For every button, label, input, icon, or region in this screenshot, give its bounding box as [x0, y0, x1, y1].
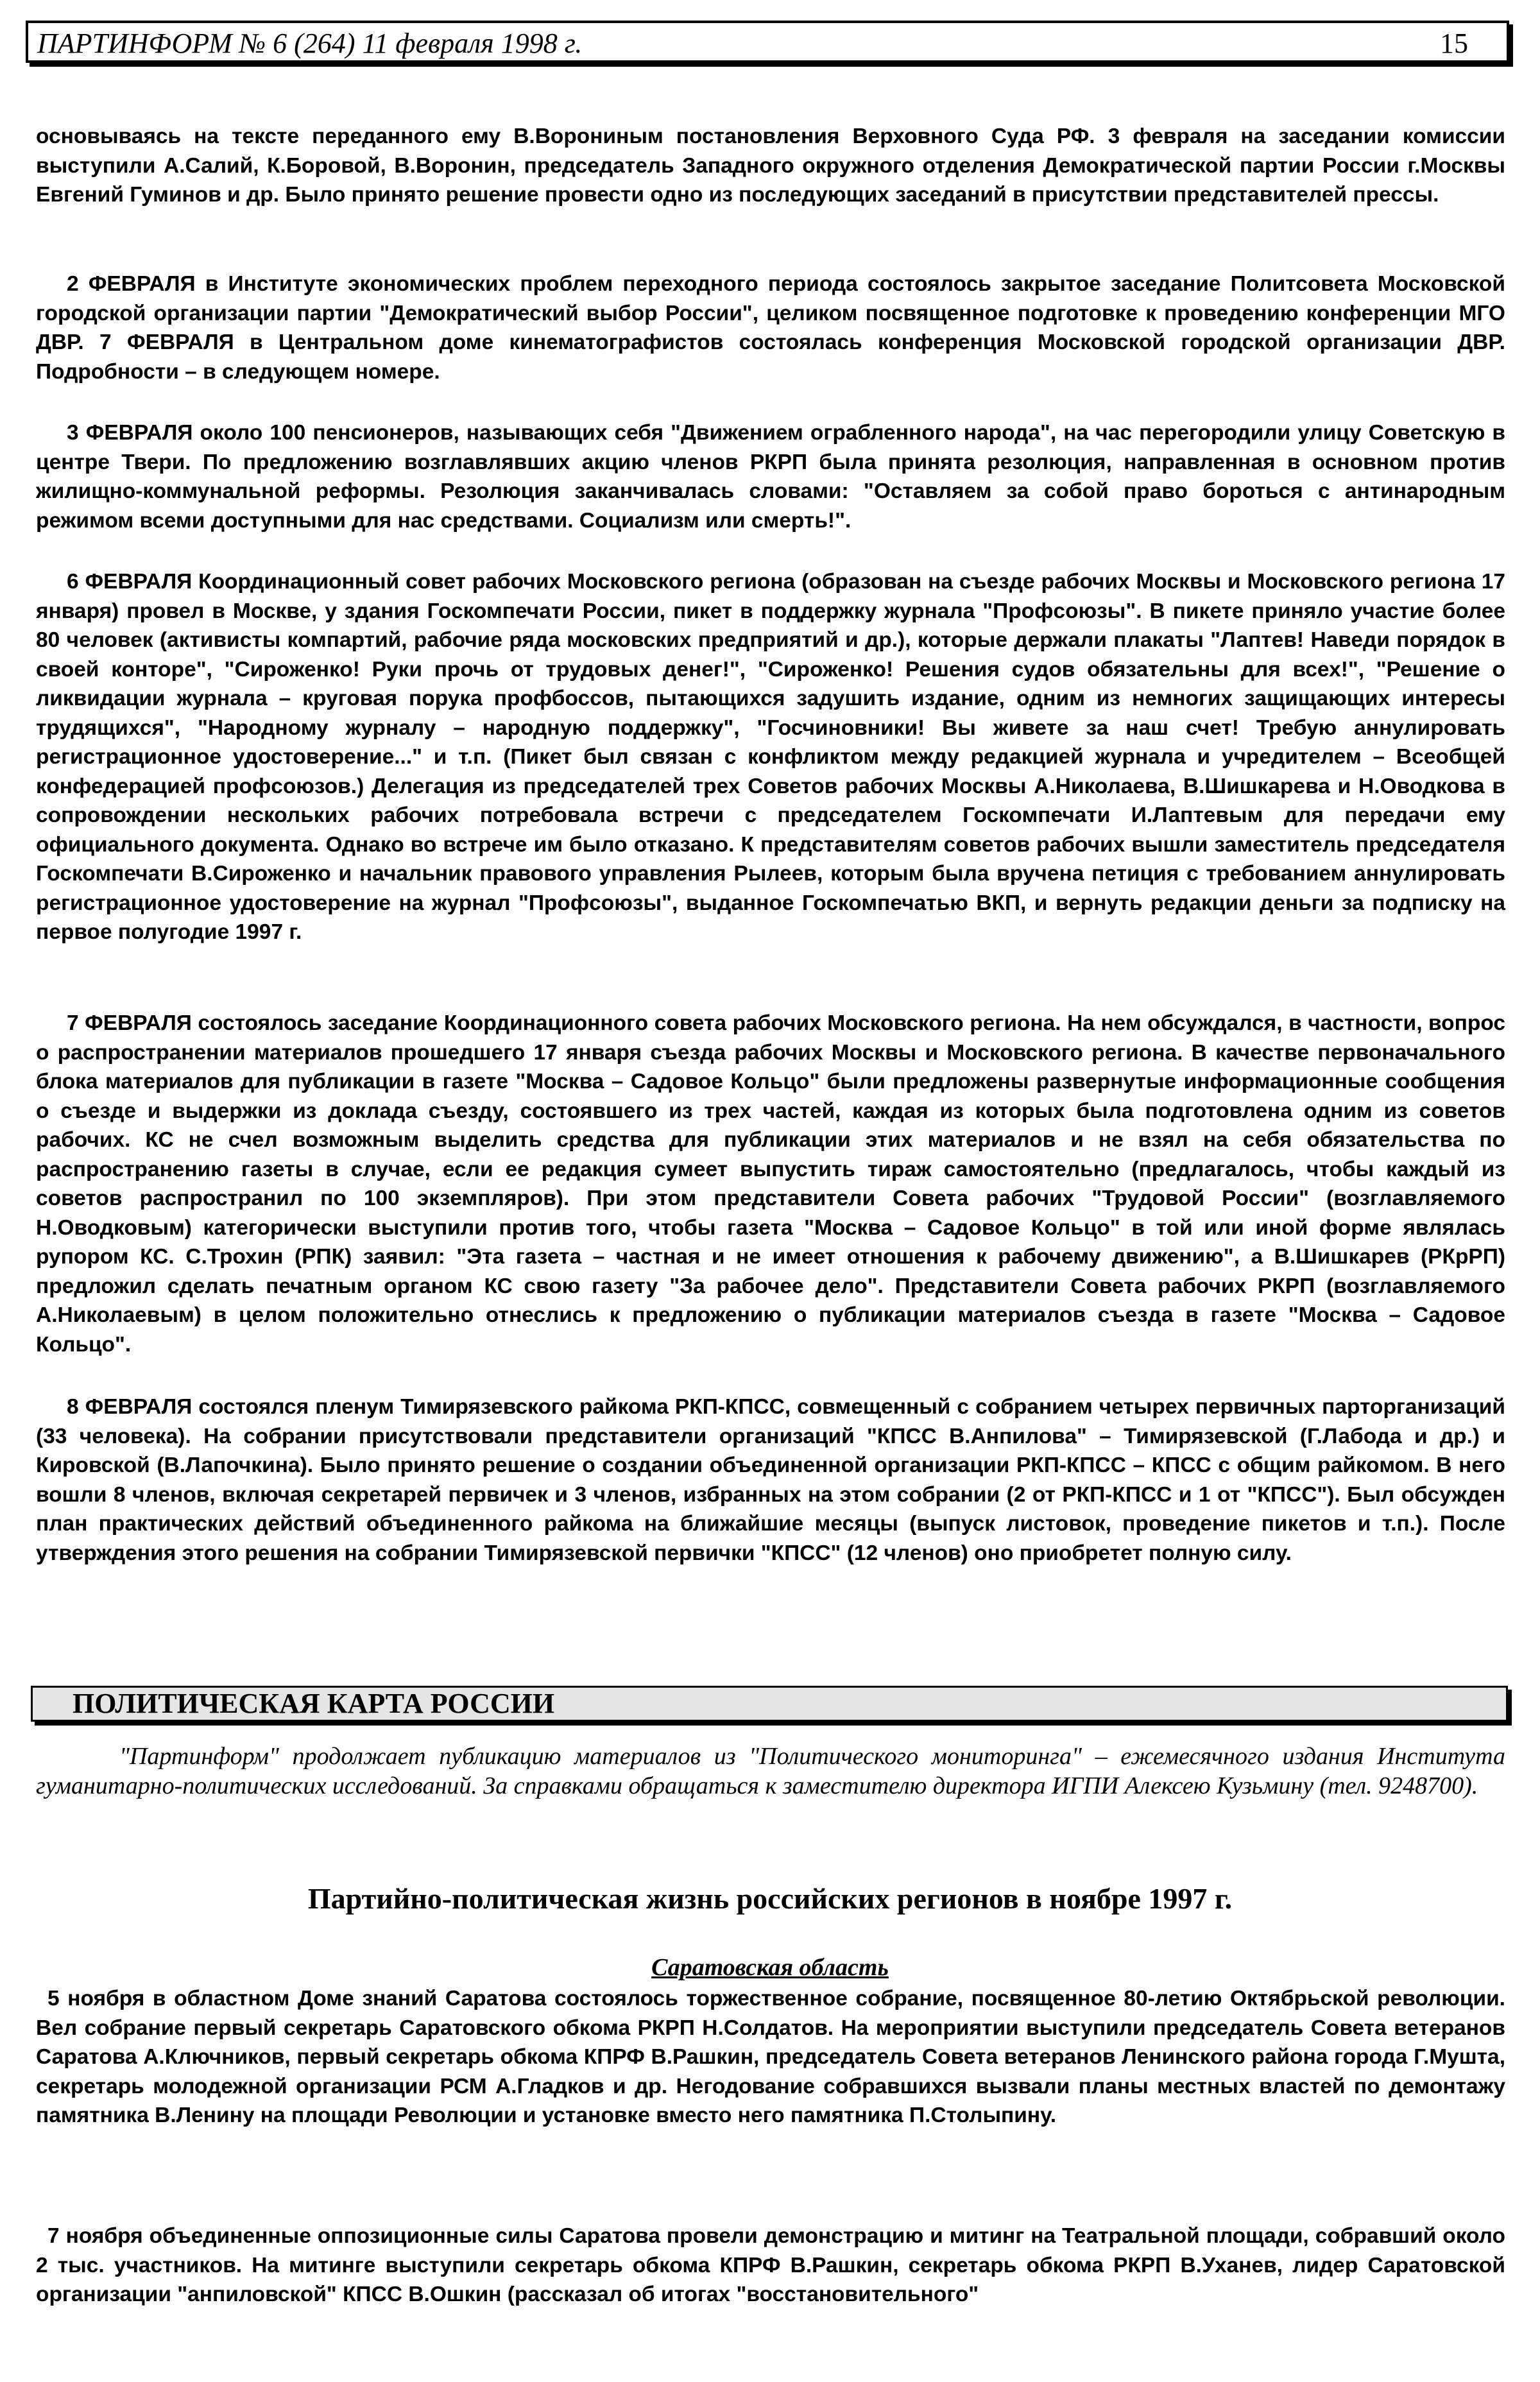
news-paragraph: 6 ФЕВРАЛЯ Координационный совет рабочих Московского региона (образован на съезде рабочих Москвы и Московского региона 17 января) провел в Москве, у здания Госкомпечати России, пикет в поддержку журнала "Профсоюзы". В пикете приняло участие более 80 человек (активисты компартий, рабочие ряда московских предприятий и др.), которые держали плакаты "Лаптев! Наведи порядок в своей конторе", "Сироженко! Руки прочь от трудовых денег!", "Сироженко! Решения судов обязательны для всех!", "Решение о ликвидации журнала – круговая порука профбоссов, пытающихся задушить издание, одним из немногих защищающих интересы трудящихся", "Народному журналу – народную поддержку", "Госчиновники! Вы живете за наш счет! Требую аннулировать регистрационное удостоверение..." и т.п. (Пикет был связан с конфликтом между редакцией журнала и учредителем – Всеобщей конфедерацией профсоюзов.) Делегация из председателей трех Советов рабочих Москвы А.Николаева, В.Шишкарева и Н.Оводкова в сопровождении нескольких рабочих потребовала встречи с председателем Госкомпечати И.Лаптевым для передачи ему официального документа. Однако во встрече им было отказано. К представителям советов рабочих вышли заместитель председателя Госкомпечати В.Сироженко и начальник правового управления Рылеев, которым была вручена петиция с требованием аннулировать регистрационное удостоверение на журнал "Профсоюзы", выданное Госкомпечатью ВКП, и вернуть редакции деньги за подписку на первое полугодие 1997 г.	[36, 570, 1505, 944]
publication-title: ПАРТИНФОРМ № 6 (264) 11 февраля 1998 г.	[37, 28, 583, 59]
page-header	[26, 21, 1509, 63]
news-paragraph: 7 ФЕВРАЛЯ состоялось заседание Координационного совета рабочих Московского региона. На нем обсуждался, в частности, вопрос о распространении материалов прошедшего 17 января съезда рабочих Москвы и Московского региона. В качестве первоначального блока материалов для публикации в газете "Москва – Садовое Кольцо" были предложены развернутые информационные сообщения о съезде и выдержки из доклада съезду, состоявшего из трех частей, каждая из которых была подготовлена одним из советов рабочих. КС не счел возможным выделить средства для публикации этих материалов и не взял на себя обязательства по распространению газеты в случае, если ее редакция сумеет выпустить тираж самостоятельно (предлагалось, чтобы каждый из советов распространил по 100 экземпляров). При этом представители Совета рабочих "Трудовой России" (возглавляемого Н.Оводковым) категорически выступили против того, чтобы газета "Москва – Садовое Кольцо" в той или иной форме являлась рупором КС. С.Трохин (РПК) заявил: "Эта газета – частная и не имеет отношения к рабочему движению", а В.Шишкарев (РКрРП) предложил сделать печатным органом КС свою газету "За рабочее дело". Представители Совета рабочих РКРП (возглавляемого А.Николаевым) в целом положительно отнеслись к предложению о публикации материалов съезда в газете "Москва – Садовое Кольцо".	[36, 1011, 1505, 1357]
article-title: Партийно-политическая жизнь российских регионов в ноябре 1997 г.	[307, 1882, 1233, 1915]
region-paragraph: 5 ноября в областном Доме знаний Саратова состоялось торжественное собрание, посвященное 80-летию Октябрьской революции. Вел собрание первый секретарь Саратовского обкома РКРП Н.Солдатов. На мероприятии выступили председатель Совета ветеранов Саратова А.Ключников, первый секретарь обкома КПРФ В.Рашкин, председатель Совета ветеранов Ленинского района города Г.Мушта, секретарь молодежной организации РСМ А.Гладков и др. Негодование собравшихся вызвали планы местных властей по демонтажу памятника В.Ленину на площади Революции и установке вместо него памятника П.Столыпину.	[36, 1987, 1505, 2127]
section-heading: ПОЛИТИЧЕСКАЯ КАРТА РОССИИ	[31, 1686, 1508, 1722]
region-heading: Саратовская область	[651, 1954, 889, 1981]
region-paragraph: 7 ноября объединенные оппозиционные силы Саратова провели демонстрацию и митинг на Театральной площади, собравший около 2 тыс. участников. На митинге выступили секретарь обкома КПРФ В.Рашкин, секретарь обкома РКРП В.Уханев, лидер Саратовской организации "анпиловской" КПСС В.Ошкин (рассказал об итогах "восстановительного"	[36, 2224, 1505, 2306]
news-paragraph: 2 ФЕВРАЛЯ в Институте экономических проблем переходного периода состоялось закрытое заседание Политсовета Московской городской организации партии "Демократический выбор России", целиком посвященное подготовке к проведению конференции МГО ДВР. 7 ФЕВРАЛЯ в Центральном доме кинематографистов состоялась конференция Московской городской организации ДВР. Подробности – в следующем номере.	[36, 272, 1505, 384]
news-paragraph: 8 ФЕВРАЛЯ состоялся пленум Тимирязевского райкома РКП-КПСС, совмещенный с собранием четырех первичных парторганизаций (33 человека). На собрании присутствовали представители организаций "КПСС В.Анпилова" – Тимирязевской (Г.Лабода и др.) и Кировской (В.Лапочкина). Было принято решение о создании объединенной организации РКП-КПСС – КПСС с общим райкомом. В него вошли 8 членов, включая секретарей первичек и 3 членов, избранных на этом собрании (2 от РКП-КПСС и 1 от "КПСС"). Был обсужден план практических действий объединенного райкома на ближайшие месяцы (выпуск листовок, проведение пикетов и т.п.). После утверждения этого решения на собрании Тимирязевской первички "КПСС" (12 членов) оно приобретет полную силу.	[36, 1395, 1505, 1565]
news-paragraph: основываясь на тексте переданного ему В.Ворониным постановления Верховного Суда РФ. 3 февраля на заседании комиссии выступили А.Салий, К.Боровой, В.Воронин, председатель Западного окружного отделения Демократической партии России г.Москвы Евгений Гуминов и др. Было принято решение провести одно из последующих заседаний в присутствии представителей прессы.	[36, 124, 1505, 207]
news-paragraph: 3 ФЕВРАЛЯ около 100 пенсионеров, называющих себя "Движением ограбленного народа", на час перегородили улицу Советскую в центре Твери. По предложению возглавлявших акцию членов РКРП была принята резолюция, направленная в основном против жилищно-коммунальной реформы. Резолюция заканчивалась словами: "Оставляем за собой право бороться с антинародным режимом всеми доступными для нас средствами. Социализм или смерть!".	[36, 421, 1505, 533]
section-intro: "Партинформ" продолжает публикацию материалов из "Политического мониторинга" – ежемесячного издания Института гуманитарно-политических исследований. За справками обращаться к заместителю директора ИГПИ Алексею Кузьмину (тел. 9248700).	[36, 1743, 1505, 1799]
page-number: 15	[1440, 28, 1468, 59]
